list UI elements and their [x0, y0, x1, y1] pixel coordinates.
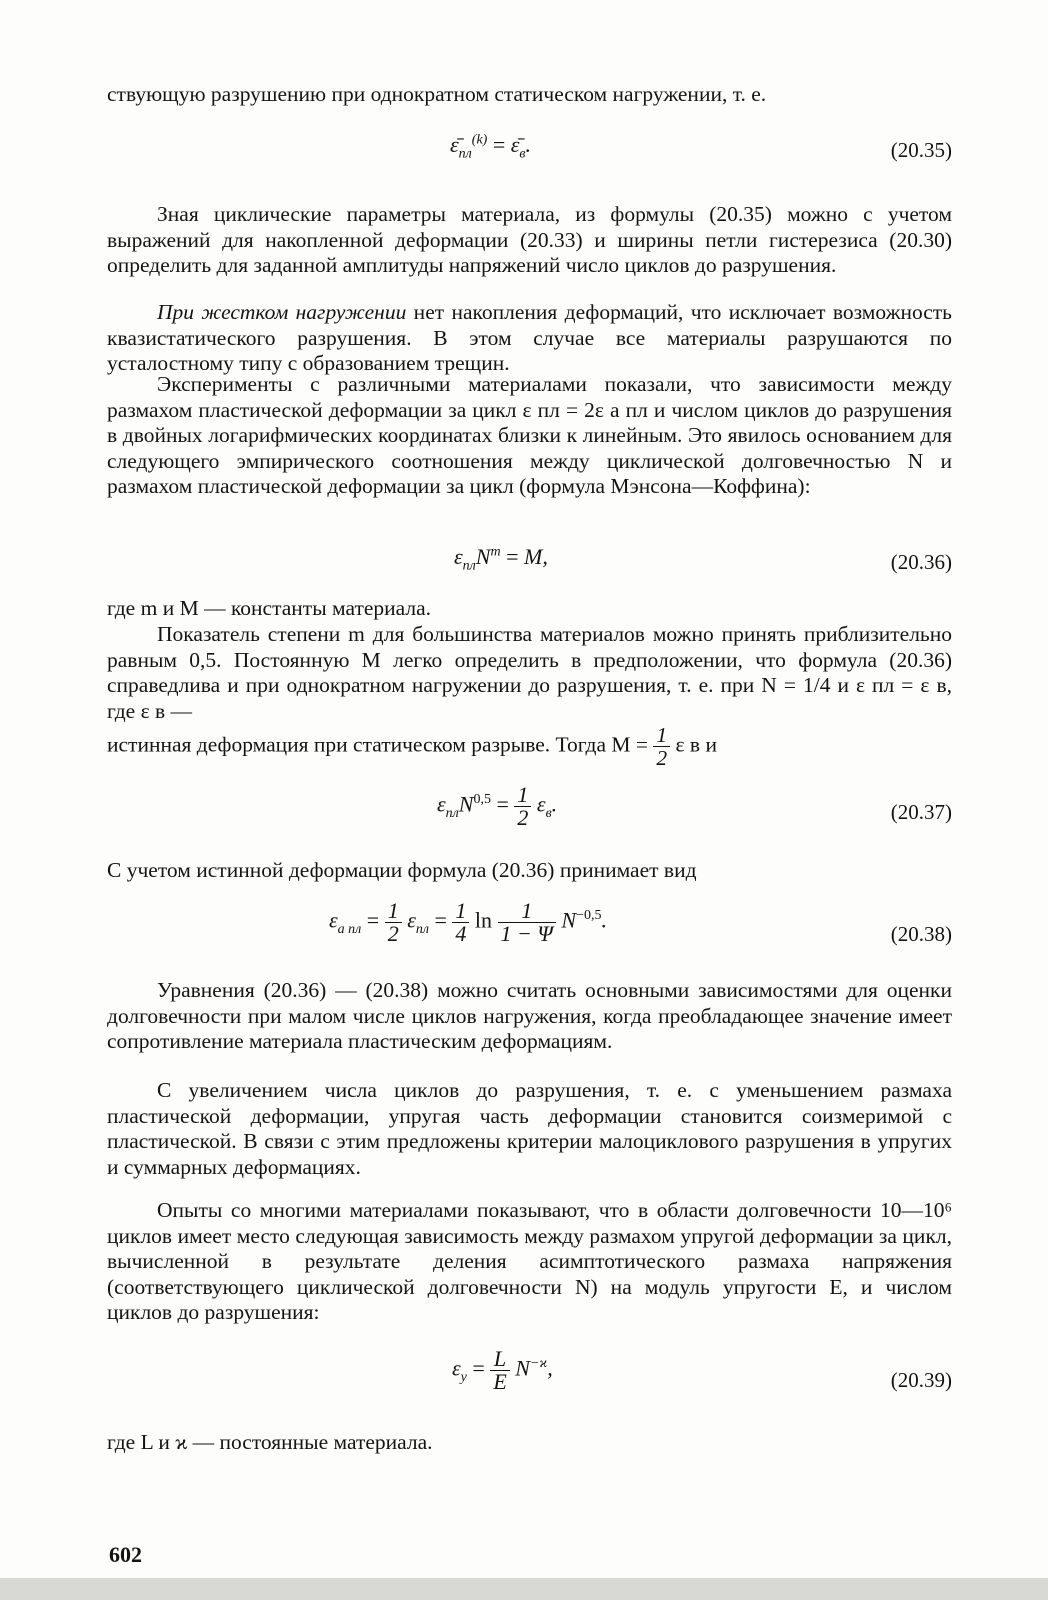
paragraph: Уравнения (20.36) — (20.38) можно считать основными зависимостями для оценки долговечности при малом числе циклов нагружения, когда преобладающее значение имеет сопротивление материала пластическим деформациям.: [107, 978, 952, 1053]
scan-edge: [0, 1578, 1048, 1600]
equation-20-35-body: $\varepsilon̄_{пл}^{(k)}$ = $\varepsilon̄_в$.: [450, 132, 531, 162]
paragraph: Показатель степени m для большинства материалов можно принять приблизительно равным 0,5. Постоянную M легко определить в предположении, что формула (20.36) справедлива и при однократном нагружении до разрушения, т. е. при N = 1/4 и ε пл = ε в, где ε в —: [107, 622, 952, 723]
paragraph: С учетом истинной деформации формула (20.36) принимает вид: [107, 858, 697, 882]
equation-20-37: [107, 784, 952, 836]
equation-number: (20.36): [890, 550, 952, 574]
paragraph-text: нет накопления деформаций, что исключает возможность квазистатического разрушения. В этом случае все материалы разрушаются по усталостному типу с образованием трещин.: [107, 300, 952, 375]
page-number: 602: [109, 1542, 142, 1567]
paragraph-text: истинная деформация при статическом разрыве. Тогда M =: [107, 732, 654, 757]
equation-20-38-body: $\varepsilon_{а пл}$ = $\frac{1}{2}$ $\varepsilon_{пл}$ = $\frac{1}{4}$ ln $\frac{1}{1 - \Psi}$ $N^{-0,5}$.: [329, 898, 607, 946]
equation-20-37-body: $\varepsilon_{пл}N^{0,5}$ = $\frac{1}{2}$ $\varepsilon_в$.: [437, 782, 558, 830]
paragraph: Эксперименты с различными материалами показали, что зависимости между размахом пластической деформации за цикл ε пл = 2ε а пл и числом циклов до разрушения в двойных логарифмических координатах близки к линейным. Это явилось основанием для следующего эмпирического соотношения между циклической долговечностью N и размахом пластической деформации за цикл (формула Мэнсона—Коффина):: [107, 372, 952, 498]
paragraph: С увеличением числа циклов до разрушения, т. е. с уменьшением размаха пластической деформации, упругая часть деформации становится соизмеримой с пластической. В связи с этим предложены критерии малоциклового разрушения в упругих и суммарных деформациях.: [107, 1078, 952, 1179]
paragraph: где m и M — константы материала.: [107, 596, 432, 620]
paragraph: Зная циклические параметры материала, из формулы (20.35) можно с учетом выражений для накопленной деформации (20.33) и ширины петли гистерезиса (20.30) определить для заданной амплитуды напряжений число циклов до разрушения.: [107, 202, 952, 277]
paragraph-line: [107, 724, 952, 769]
equation-20-39: [107, 1348, 952, 1406]
equation-20-36: [107, 544, 952, 588]
equation-20-36-body: $\varepsilon_{пл}N^m = M$,: [454, 544, 548, 574]
equation-number: (20.39): [890, 1368, 952, 1392]
italic-term: При жестком нагружении: [157, 300, 407, 324]
equation-number: (20.35): [890, 138, 952, 162]
paragraph-text: ε в и: [675, 732, 717, 757]
equation-number: (20.38): [890, 922, 952, 946]
paragraph-continuation: ствующую разрушению при однократном статическом нагружении, т. е.: [107, 82, 767, 106]
fraction-one-half: $\frac{1}{2}$: [653, 724, 670, 769]
paragraph: Опыты со многими материалами показывают, что в области долговечности 10—10⁶ циклов имеет место следующая зависимость между размахом упругой деформации за цикл, вычисленной в результате деления асимптотического размаха напряжения (соответствующего циклической долговечности N) на модуль упругости E, и числом циклов до разрушения:: [107, 1198, 952, 1324]
equation-20-35: [107, 132, 952, 176]
equation-number: (20.37): [890, 800, 952, 824]
paragraph: [107, 300, 952, 377]
equation-20-38: [107, 900, 952, 956]
paragraph: где L и ϰ — постоянные материала.: [107, 1430, 433, 1454]
equation-20-39-body: $\varepsilon_у$ = $\frac{L}{E}$ $N^{-ϰ}$,: [452, 1346, 553, 1394]
